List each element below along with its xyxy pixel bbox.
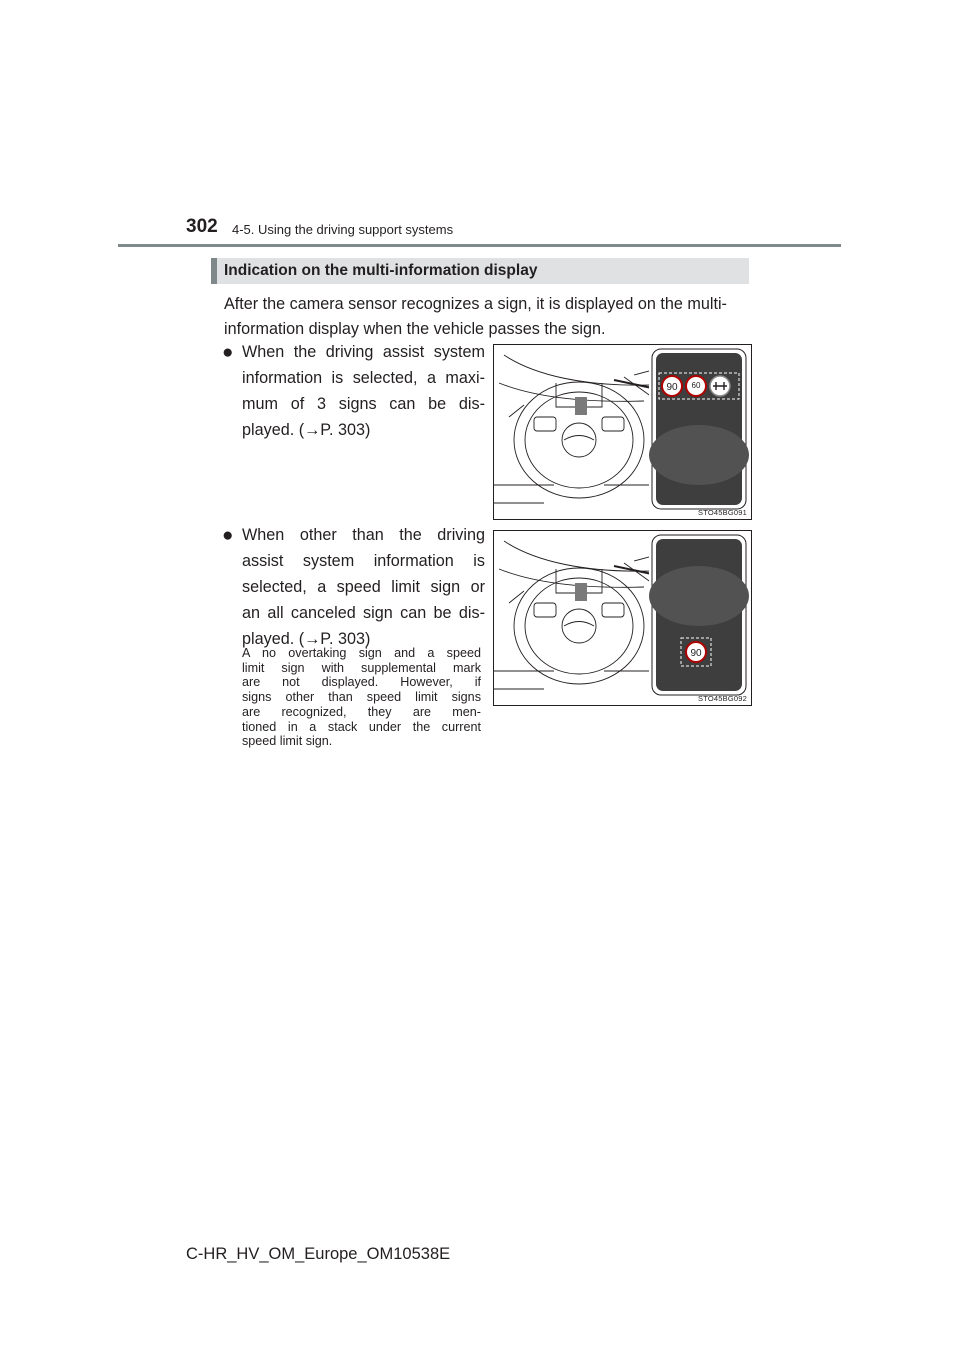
dashboard-illustration [494, 531, 751, 705]
document-footer: C-HR_HV_OM_Europe_OM10538E [186, 1245, 451, 1263]
bullet-line: When other than the driving [242, 526, 485, 544]
figure-code: STO45BG092 [698, 694, 747, 703]
note-paragraph [242, 646, 481, 749]
intro-paragraph [224, 292, 754, 342]
heading-accent-bar [211, 258, 217, 284]
note-line: A no overtaking sign and a speed [242, 646, 481, 660]
bullet-line: selected, a speed limit sign or [242, 578, 485, 596]
note-line: are not displayed. However, if [242, 675, 481, 690]
bullet-line: information is selected, a maxi- [242, 369, 485, 387]
speed-sign-90: 90 [666, 382, 678, 393]
bullet-line: When the driving assist system [242, 343, 485, 361]
bullet-icon: ● [222, 342, 234, 363]
bullet-text [242, 522, 485, 652]
note-line: tioned in a stack under the current [242, 719, 481, 734]
figure-three-signs [493, 344, 752, 520]
bullet-line: played. (→P. 303) [242, 630, 371, 648]
figure-code: STO45BG091 [698, 508, 747, 517]
bullet-line: played. (→P. 303) [242, 421, 371, 439]
figure-single-sign [493, 530, 752, 706]
bullet-text [242, 339, 485, 443]
section-title: 4-5. Using the driving support systems [232, 222, 454, 237]
note-line: limit sign with supplemental mark [242, 660, 481, 675]
bullet-icon: ● [222, 525, 234, 546]
subsection-heading [211, 258, 749, 284]
bullet-line: an all canceled sign can be dis- [242, 604, 485, 622]
page-number: 302 [186, 216, 218, 237]
note-line: are recognized, they are men- [242, 704, 481, 719]
bullet-line: assist system information is [242, 552, 485, 570]
bullet-line: mum of 3 signs can be dis- [242, 395, 485, 413]
dashboard-illustration [494, 345, 751, 519]
subsection-heading-label: Indication on the multi-information display [224, 262, 538, 279]
speed-sign-60: 60 [691, 381, 701, 390]
header-divider [118, 244, 841, 247]
intro-line: After the camera sensor recognizes a sign, it is displayed on the multi- [224, 295, 727, 313]
note-line: speed limit sign. [242, 734, 333, 749]
intro-line: information display when the vehicle passes the sign. [224, 320, 606, 338]
speed-sign-90: 90 [690, 648, 702, 659]
note-line: signs other than speed limit signs [242, 690, 481, 705]
